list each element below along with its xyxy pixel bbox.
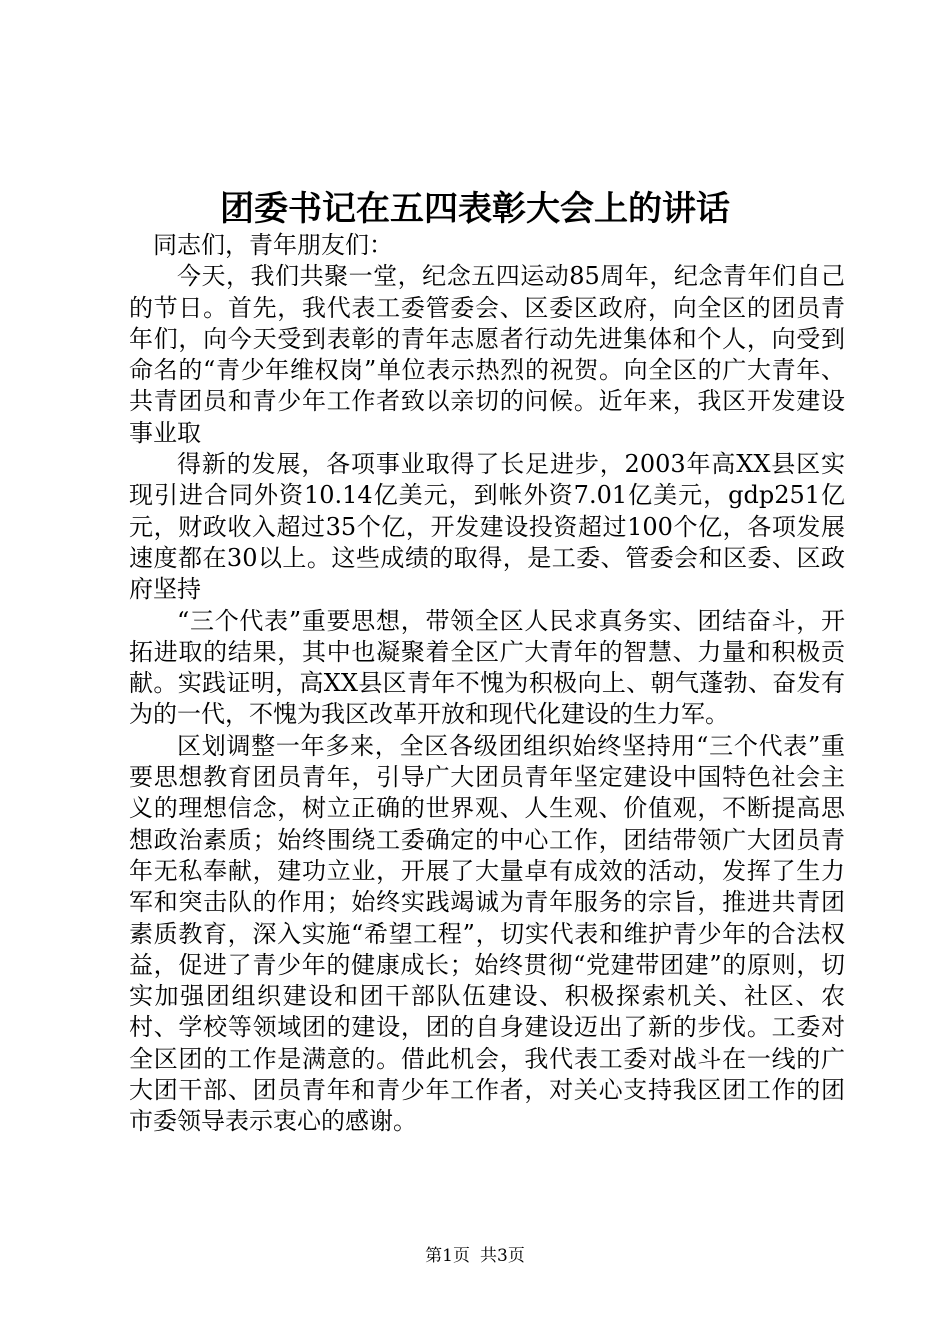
document-body: [129, 230, 845, 1138]
paragraph-1: 今天，我们共聚一堂，纪念五四运动85周年，纪念青年们自己的节日。首先，我代表工委管委会、区委区政府，向全区的团员青年们，向今天受到表彰的青年志愿者行动先进集体和个人，向受到命名的“青少年维权岗”单位表示热烈的祝贺。向全区的广大青年、共青团员和青少年工作者致以亲切的问候。近年来，我区开发建设事业取: [129, 262, 845, 447]
paragraph-4: 区划调整一年多来，全区各级团组织始终坚持用“三个代表”重要思想教育团员青年，引导广大团员青年坚定建设中国特色社会主义的理想信念，树立正确的世界观、人生观、价值观，不断提高思想政治素质；始终围绕工委确定的中心工作，团结带领广大团员青年无私奉献，建功立业，开展了大量卓有成效的活动，发挥了生力军和突击队的作用；始终实践竭诚为青年服务的宗旨，推进共青团素质教育，深入实施“希望工程”，切实代表和维护青少年的合法权益，促进了青少年的健康成长；始终贯彻“党建带团建”的原则，切实加强团组织建设和团干部队伍建设、积极探索机关、社区、农村、学校等领域团的建设，团的自身建设迈出了新的步伐。工委对全区团的工作是满意的。借此机会，我代表工委对战斗在一线的广大团干部、团员青年和青少年工作者，对关心支持我区团工作的团市委领导表示衷心的感谢。: [129, 731, 845, 1136]
paragraph-2: 得新的发展，各项事业取得了长足进步，2003年高XX县区实现引进合同外资10.14亿美元，到帐外资7.01亿美元，gdp251亿元，财政收入超过35个亿，开发建设投资超过100个亿，各项发展速度都在30以上。这些成绩的取得，是工委、管委会和区委、区政府坚持: [129, 450, 845, 604]
page-number-current: 第1页: [425, 1246, 470, 1266]
page-number-total: 共3页: [480, 1246, 525, 1266]
salutation: 同志们，青年朋友们：: [153, 231, 393, 259]
document-title: 团委书记在五四表彰大会上的讲话: [220, 189, 730, 229]
paragraph-3: “三个代表”重要思想，带领全区人民求真务实、团结奋斗，开拓进取的结果，其中也凝聚着全区广大青年的智慧、力量和积极贡献。实践证明，高XX县区青年不愧为积极向上、朝气蓬勃、奋发有为的一代，不愧为我区改革开放和现代化建设的生力军。: [129, 606, 845, 729]
page-footer: [0, 1244, 950, 1268]
